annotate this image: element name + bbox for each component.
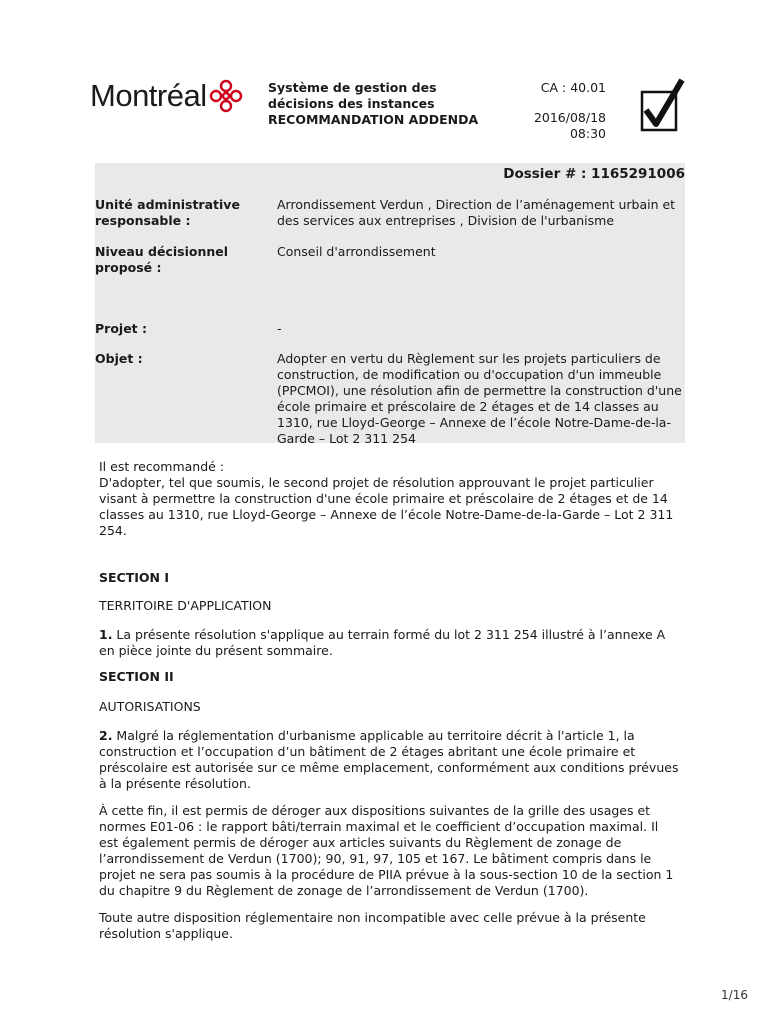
article-1-text: La présente résolution s'applique au terrain formé du lot 2 311 254 illustré à l’annexe A en pièce jointe du présent sommaire. [99, 627, 666, 658]
objet-label: Objet : [95, 351, 143, 366]
section-2-heading: SECTION II [99, 669, 174, 684]
recommendation-intro [99, 459, 679, 539]
section-1-heading: SECTION I [99, 570, 169, 585]
article-1 [99, 627, 679, 659]
niveau-label-line1: Niveau décisionnel [95, 244, 229, 259]
article-2 [99, 728, 679, 792]
section-1-subtitle [99, 598, 679, 614]
unite-label [95, 197, 240, 229]
system-line-3: RECOMMANDATION ADDENDA [268, 112, 479, 127]
page-number: 1/16 [721, 988, 748, 1002]
projet-value: - [277, 321, 282, 336]
other-provisions-text: Toute autre disposition réglementaire non incompatible avec celle prévue à la présente résolution s'applique. [99, 910, 646, 941]
derogation-paragraph [99, 803, 679, 899]
ca-number: CA : 40.01 [540, 80, 606, 95]
section-2-subtitle [99, 699, 679, 715]
intro-text: D'adopter, tel que soumis, le second projet de résolution approuvant le projet particulier visant à permettre la construction d'une école primaire et préscolaire de 2 étages et de 14 classes au 1310, rue Lloyd-George – Annexe de l’école Notre-Dame-de-la-Garde – Lot 2 311 254. [99, 475, 674, 538]
section-1-title [99, 570, 679, 586]
projet-label: Projet : [95, 321, 148, 336]
objet-value: Adopter en vertu du Règlement sur les projets particuliers de construction, de modification ou d'occupation d'un immeuble (PPCMOI), une résolution afin de permettre la construction d'une école primaire et préscolaire de 2 étages et de 14 classes au 1310, rue Lloyd-George – Annexe de l’école Notre-Dame-de-la-Garde – Lot 2 311 254 [277, 351, 682, 446]
ca-block [520, 80, 606, 142]
unite-value: Arrondissement Verdun , Direction de l’aménagement urbain et des services aux entreprises , Division de l'urbanisme [277, 197, 676, 228]
system-title [268, 80, 478, 128]
intro-heading: Il est recommandé : [99, 459, 225, 474]
system-line-1: Système de gestion des [268, 80, 437, 95]
article-1-number: 1. [99, 627, 113, 642]
document-time: 08:30 [569, 126, 606, 141]
system-line-2: décisions des instances [268, 96, 435, 111]
section-1-subheading: TERRITOIRE D'APPLICATION [99, 598, 272, 613]
unite-label-line1: Unité administrative [95, 197, 240, 212]
section-2-subheading: AUTORISATIONS [99, 699, 201, 714]
unite-label-line2: responsable : [95, 213, 191, 228]
montreal-rosette-icon [209, 79, 243, 113]
other-provisions-paragraph [99, 910, 679, 942]
document-date: 2016/08/18 [533, 110, 606, 125]
logo-wordmark: Montréal [90, 78, 207, 113]
dossier-number: Dossier # : 1165291006 [503, 166, 685, 182]
niveau-label-line2: proposé : [95, 260, 162, 275]
niveau-label [95, 244, 228, 276]
niveau-value: Conseil d'arrondissement [277, 244, 436, 259]
montreal-logo [90, 78, 243, 114]
section-2-title [99, 669, 679, 685]
derogation-text: À cette fin, il est permis de déroger aux dispositions suivantes de la grille des usages et normes E01-06 : le rapport bâti/terrain maximal et le coefficient d’occupation maximal. Il est également permis de déroger aux articles suivants du Règlement de zonage de l’arrondissement de Verdun (1700); 90, 91, 97, 105 et 167. Le bâtiment compris dans le projet ne sera pas soumis à la procédure de PIIA prévue à la sous-section 10 de la section 1 du chapitre 9 du Règlement de zonage de l’arrondissement de Verdun (1700). [99, 803, 674, 898]
checkmark-icon [638, 76, 686, 134]
article-2-text: Malgré la réglementation d'urbanisme applicable au territoire décrit à l'article 1, la construction et l’occupation d’un bâtiment de 2 étages abritant une école primaire et préscolaire est autorisée sur ce même emplacement, conformément aux conditions prévues à la présente résolution. [99, 728, 679, 791]
document-header [90, 72, 690, 142]
article-2-number: 2. [99, 728, 113, 743]
